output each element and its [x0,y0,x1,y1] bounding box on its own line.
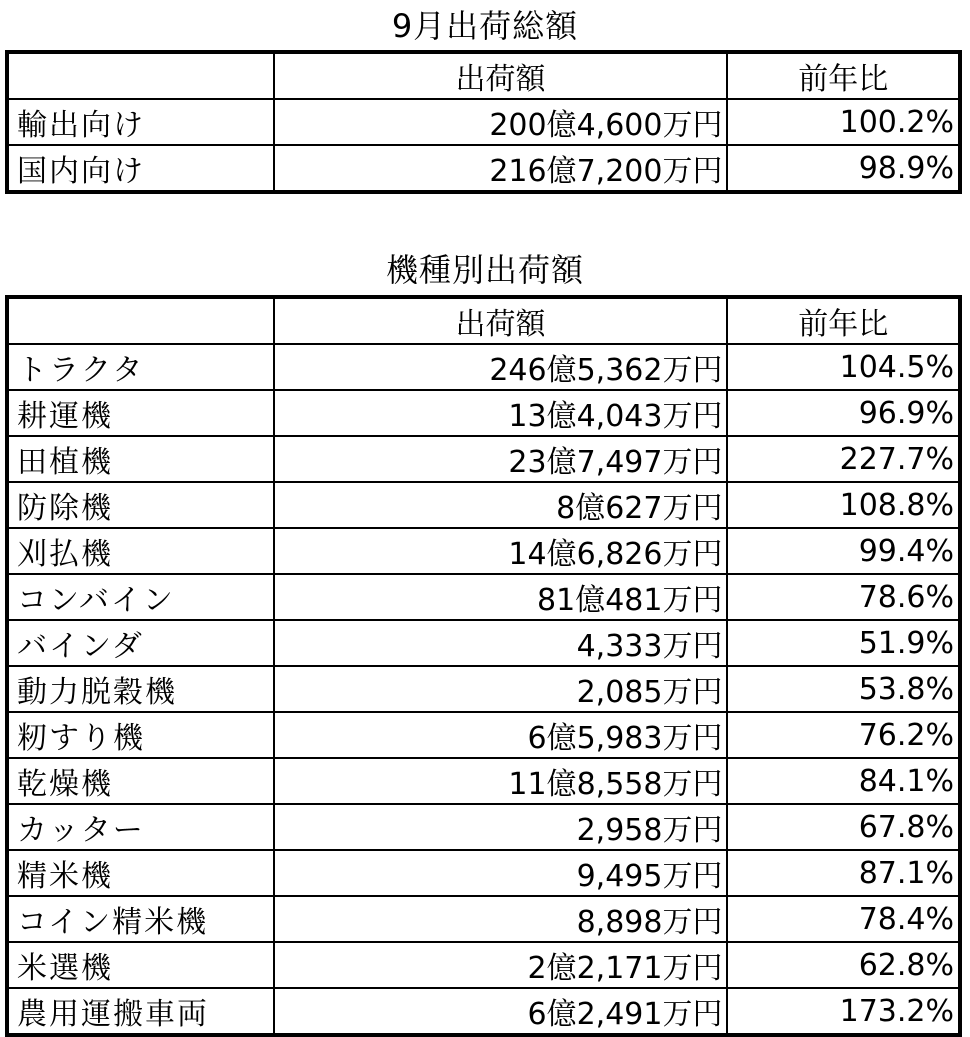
by-type-amount-cell: 6億2,491万円 [274,988,728,1035]
by-type-table-row [7,666,960,712]
summary-table-row [7,145,960,192]
by-type-table-row [7,528,960,574]
by-type-table-row [7,896,960,942]
by-type-amount-cell: 11億8,558万円 [274,758,728,804]
summary-title: 9月出荷総額 [391,7,579,45]
by-type-header-row [7,297,960,344]
by-type-ratio-cell: 78.6% [727,574,960,620]
by-type-ratio-cell: 84.1% [727,758,960,804]
by-type-ratio-cell: 62.8% [727,942,960,988]
by-type-table-row [7,988,960,1035]
by-type-ratio-cell: 99.4% [727,528,960,574]
by-type-amount-cell: 8,898万円 [274,896,728,942]
by-type-name-cell: バインダ [7,620,274,666]
by-type-ratio-cell: 67.8% [727,804,960,850]
summary-ratio-cell: 100.2% [727,99,960,145]
summary-header-name [7,52,274,99]
by-type-title: 機種別出荷額 [385,251,584,289]
by-type-table-row [7,942,960,988]
by-type-ratio-cell: 173.2% [727,988,960,1035]
by-type-name-cell: 籾すり機 [7,712,274,758]
by-type-amount-cell: 2,085万円 [274,666,728,712]
by-type-table-row [7,436,960,482]
by-type-name-cell: 米選機 [7,942,274,988]
by-type-name-cell: 耕運機 [7,390,274,436]
by-type-ratio-cell: 53.8% [727,666,960,712]
by-type-ratio-cell: 51.9% [727,620,960,666]
by-type-table-row [7,850,960,896]
summary-amount-cell: 200億4,600万円 [274,99,728,145]
by-type-name-cell: コイン精米機 [7,896,274,942]
summary-name-cell: 輸出向け [7,99,274,145]
by-type-table-body [7,297,960,1035]
by-type-amount-cell: 23億7,497万円 [274,436,728,482]
by-type-name-cell: 田植機 [7,436,274,482]
by-type-table-row [7,344,960,390]
by-type-name-cell: トラクタ [7,344,274,390]
by-type-name-cell: 刈払機 [7,528,274,574]
by-type-ratio-cell: 87.1% [727,850,960,896]
by-type-ratio-cell: 96.9% [727,390,960,436]
by-type-ratio-cell: 227.7% [727,436,960,482]
by-type-name-cell: 精米機 [7,850,274,896]
by-type-name-cell: 動力脱穀機 [7,666,274,712]
summary-ratio-cell: 98.9% [727,145,960,192]
by-type-table [5,295,962,1037]
by-type-amount-cell: 13億4,043万円 [274,390,728,436]
by-type-amount-cell: 2億2,171万円 [274,942,728,988]
by-type-amount-cell: 4,333万円 [274,620,728,666]
by-type-table-row [7,620,960,666]
summary-table-body [7,52,960,192]
by-type-name-cell: 防除機 [7,482,274,528]
by-type-name-cell: カッター [7,804,274,850]
by-type-table-row [7,482,960,528]
summary-header-amount: 出荷額 [274,52,728,99]
by-type-ratio-cell: 76.2% [727,712,960,758]
by-type-ratio-cell: 78.4% [727,896,960,942]
by-type-amount-cell: 2,958万円 [274,804,728,850]
by-type-name-cell: コンバイン [7,574,274,620]
by-type-amount-cell: 246億5,362万円 [274,344,728,390]
by-type-amount-cell: 14億6,826万円 [274,528,728,574]
by-type-table-row [7,712,960,758]
by-type-header-ratio: 前年比 [727,297,960,344]
by-type-header-amount: 出荷額 [274,297,728,344]
by-type-table-row [7,390,960,436]
summary-header-ratio: 前年比 [727,52,960,99]
by-type-amount-cell: 9,495万円 [274,850,728,896]
by-type-amount-cell: 81億481万円 [274,574,728,620]
summary-name-cell: 国内向け [7,145,274,192]
summary-table-row [7,99,960,145]
by-type-table-row [7,574,960,620]
by-type-amount-cell: 6億5,983万円 [274,712,728,758]
by-type-table-row [7,804,960,850]
by-type-name-cell: 乾燥機 [7,758,274,804]
by-type-header-name [7,297,274,344]
by-type-amount-cell: 8億627万円 [274,482,728,528]
summary-table [5,50,962,194]
summary-amount-cell: 216億7,200万円 [274,145,728,192]
by-type-name-cell: 農用運搬車両 [7,988,274,1035]
by-type-table-row [7,758,960,804]
summary-header-row [7,52,960,99]
by-type-ratio-cell: 108.8% [727,482,960,528]
by-type-ratio-cell: 104.5% [727,344,960,390]
